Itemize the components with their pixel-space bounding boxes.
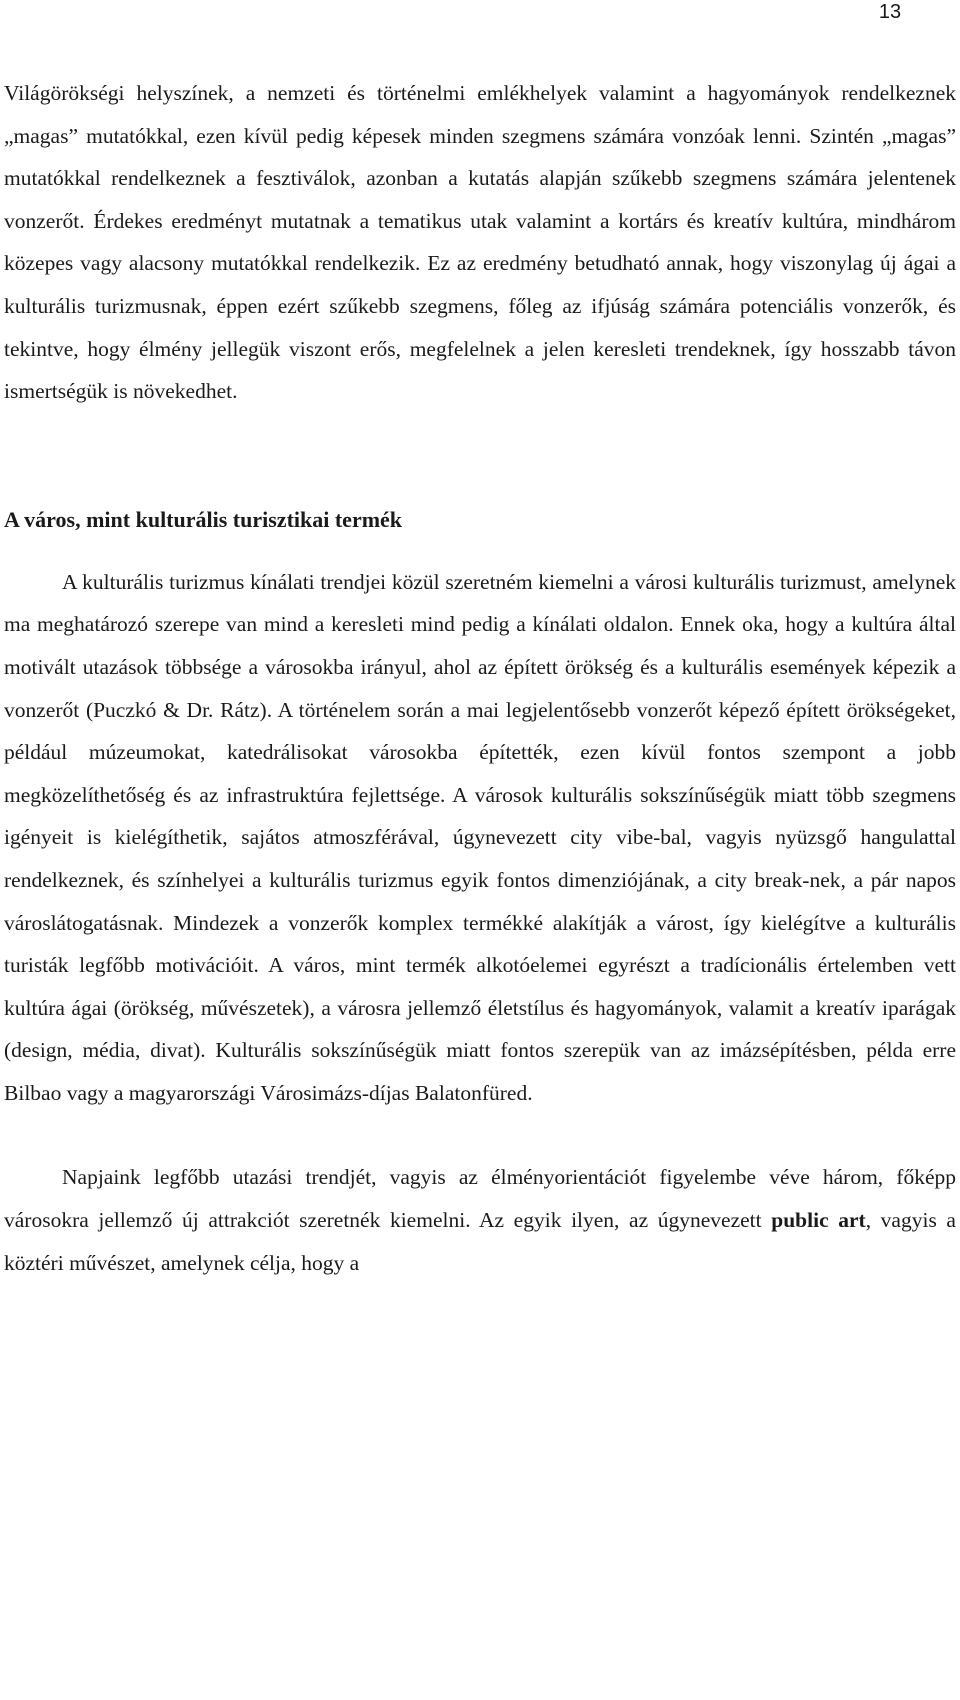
paragraph-text: , vagyis a köztéri művészet, amelynek célja, hogy a [4, 1208, 956, 1275]
spacer [4, 1114, 956, 1156]
section-heading: A város, mint kulturális turisztikai termék [4, 506, 403, 532]
page-number: 13 [878, 1, 902, 23]
paragraph-text: Napjaink legfőbb utazási trendjét, vagyis az élményorientációt figyelembe véve három, főképp városokra jellemző új attrakciót szeretnék kiemelni. Az egyik ilyen, az úgynevezett [4, 1165, 956, 1233]
document-body [4, 72, 956, 1284]
spacer [4, 541, 956, 561]
paragraph-city-cultural-tourism: A kulturális turizmus kínálati trendjei közül szeretném kiemelni a városi kulturális turizmust, amelynek ma meghatározó szerepe van mind a keresleti mind pedig a kínálati oldalon. Ennek oka, hogy a kultúra által motivált utazások többsége a városokba irányul, ahol az épített örökség és a kulturális események képezik a vonzerőt (Puczkó & Dr. Rátz). A történelem során a mai legjelentősebb vonzerőt képező épített örökségeket, például múzeumokat, katedrálisokat városokba építették, ezen kívül fontos szempont a jobb megközelíthetőség és az infrastruktúra fejlettsége. A városok kulturális sokszínűségük miatt több szegmens igényeit is kielégíthetik, sajátos atmoszférával, úgynevezett city vibe-bal, vagyis nyüzsgő hangulattal rendelkeznek, és színhelyei a kulturális turizmus egyik fontos dimenziójának, a city break-nek, a pár napos városlátogatásnak. Mindezek a vonzerők komplex termékké alakítják a várost, így kielégítve a kulturális turisták legfőbb motivációit. A város, mint termék alkotóelemei egyrészt a tradícionális értelemben vett kultúra ágai (örökség, művészetek), a városra jellemző életstílus és hagyományok, valamit a kreatív iparágak (design, média, divat). Kulturális sokszínűségük miatt fontos szerepük van az imázsépítésben, példa erre Bilbao vagy a magyarországi Városimázs-díjas Balatonfüred. [4, 569, 956, 1105]
spacer [4, 413, 956, 499]
bold-term-public-art: public art [771, 1208, 866, 1233]
paragraph-public-art [4, 1156, 956, 1284]
paragraph-world-heritage: Világörökségi helyszínek, a nemzeti és történelmi emlékhelyek valamint a hagyományok rendelkeznek „magas” mutatókkal, ezen kívül pedig képesek minden szegmens számára vonzóak lenni. Szintén „magas” mutatókkal rendelkeznek a fesztiválok, azonban a kutatás alapján szűkebb szegmens számára jelentenek vonzerőt. Érdekes eredményt mutatnak a tematikus utak valamint a kortárs és kreatív kultúra, mindhárom közepes vagy alacsony mutatókkal rendelkezik. Ez az eredmény betudható annak, hogy viszonylag új ágai a kulturális turizmusnak, éppen ezért szűkebb szegmens, főleg az ifjúság számára potenciális vonzerők, és tekintve, hogy élmény jellegük viszont erős, megfelelnek a jelen keresleti trendeknek, így hosszabb távon ismertségük is növekedhet. [4, 81, 956, 404]
